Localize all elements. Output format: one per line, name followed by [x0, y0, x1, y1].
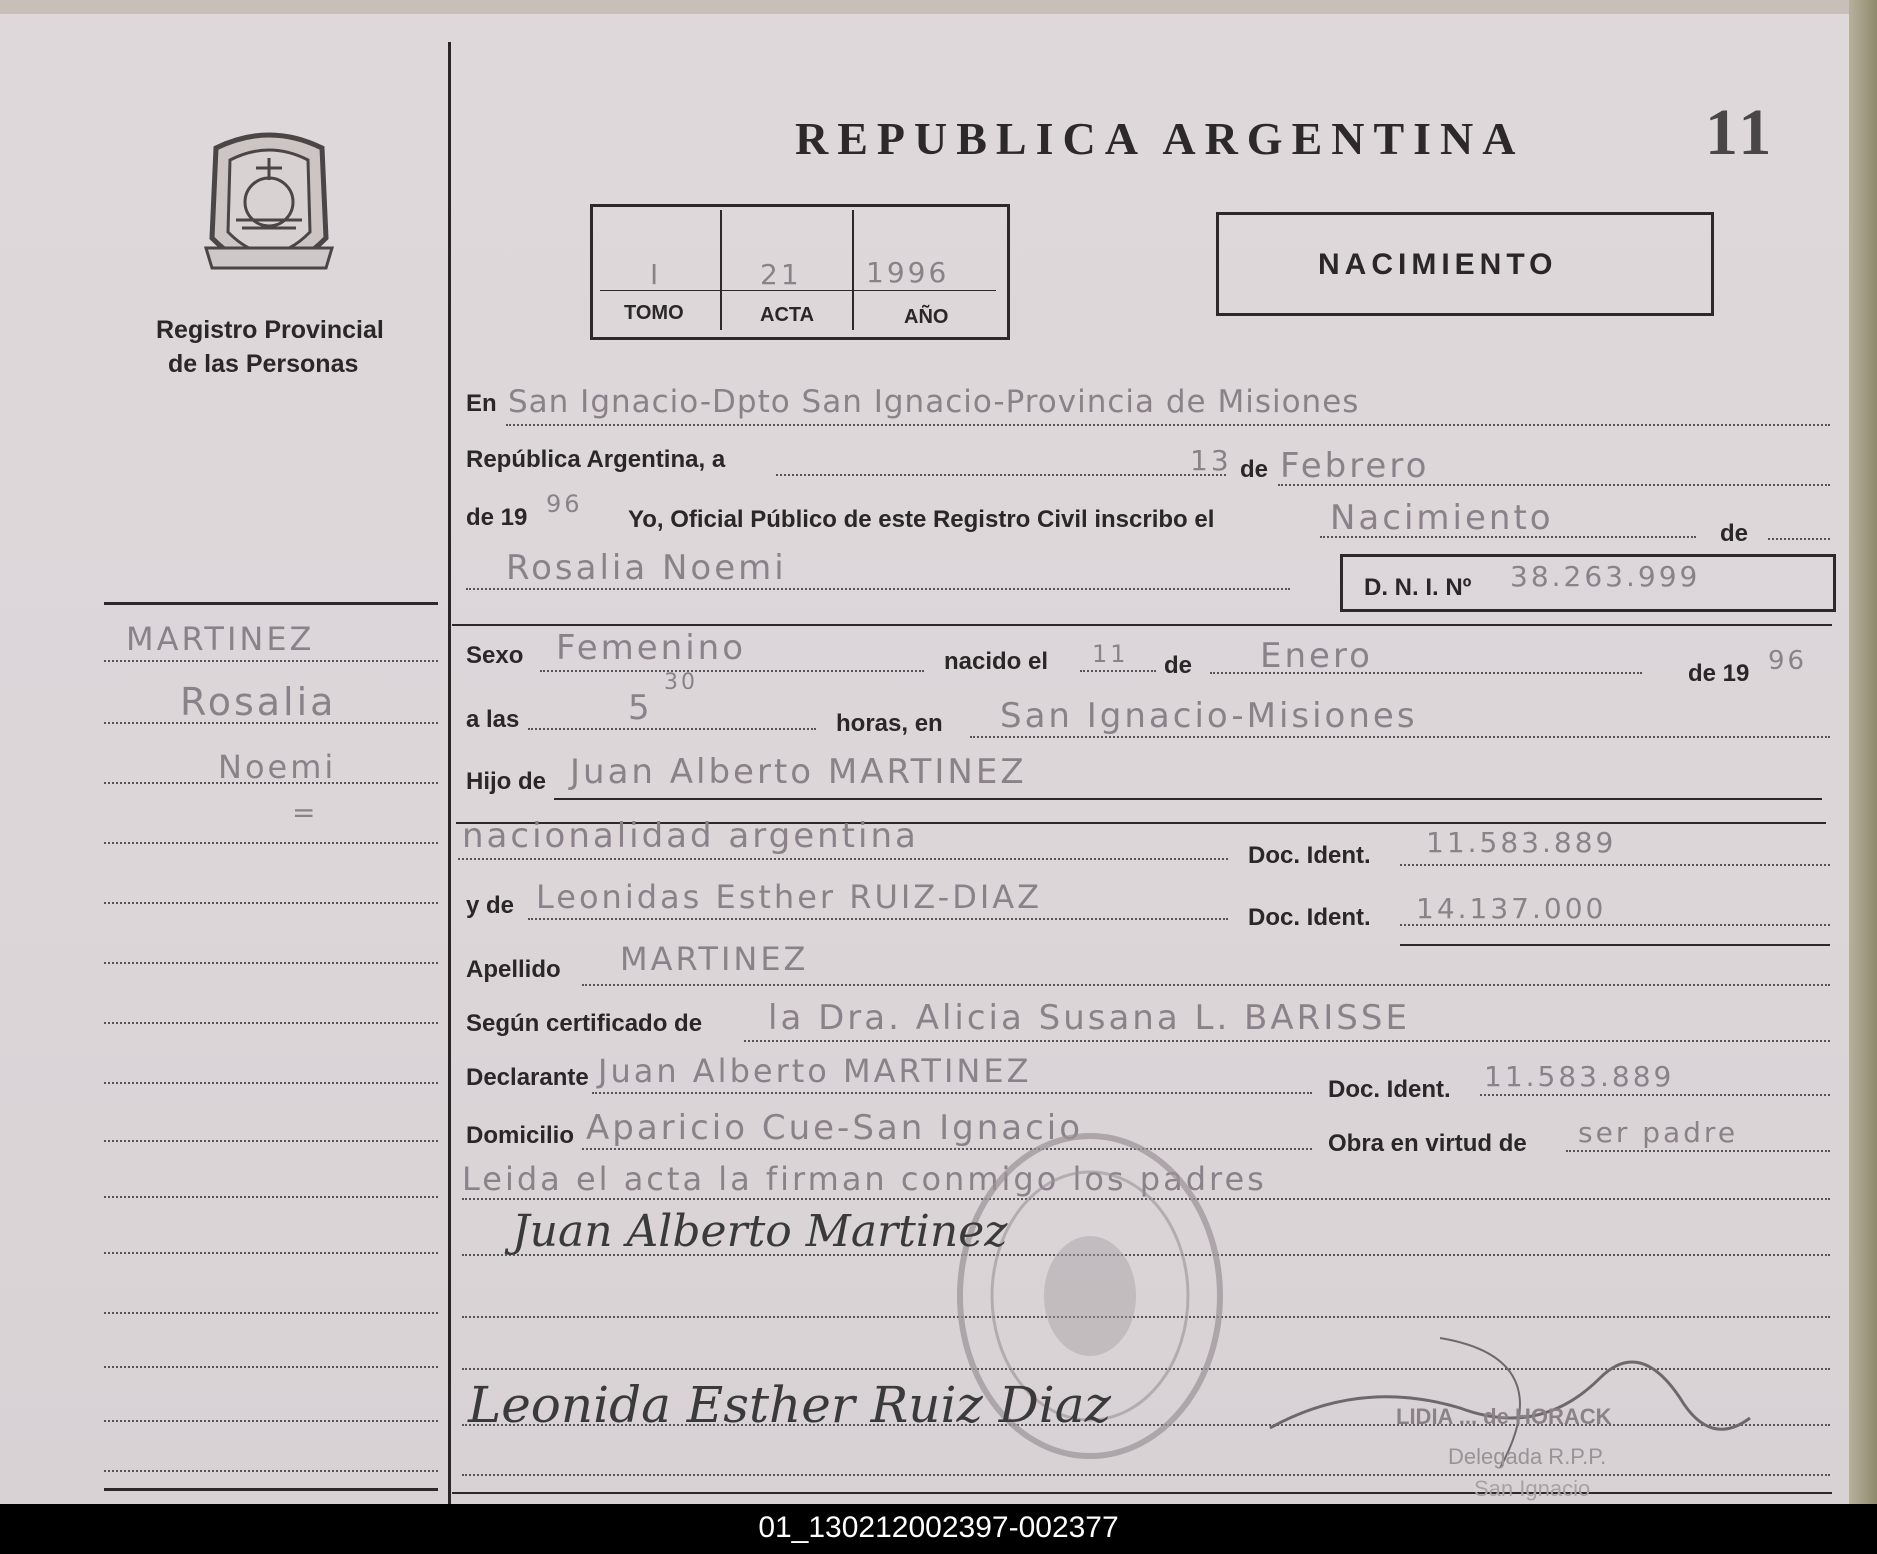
margin-line: [104, 1140, 438, 1142]
margin-line: [104, 842, 438, 844]
page-number: 11: [1705, 96, 1776, 169]
de-label: de: [1240, 456, 1269, 483]
mother-line: [528, 918, 1228, 920]
ano-label: AÑO: [904, 306, 949, 328]
birth-year-label: de 19: [1688, 660, 1750, 687]
margin-line: [104, 1196, 438, 1198]
table-divider: [852, 210, 854, 330]
mother-name: Leonidas Esther RUIZ-DIAZ: [536, 878, 1043, 916]
official-title: Delegada R.P.P.: [1448, 1444, 1607, 1469]
margin-line: [104, 1470, 438, 1472]
mother-doc: 14.137.000: [1416, 892, 1607, 925]
sexo-value: Femenino: [556, 628, 746, 668]
margin-line: [104, 962, 438, 964]
hour-value: 5: [628, 688, 653, 728]
column-divider: [448, 42, 451, 1504]
father-signature: Juan Alberto Martinez: [512, 1206, 1008, 1257]
year-value: 96: [546, 490, 583, 518]
apellido-line: [582, 984, 1830, 986]
father-doc-line: [1400, 864, 1830, 866]
section-rule: [452, 624, 1832, 626]
office-name-line1: Registro Provincial: [156, 316, 384, 344]
obra-line: [1566, 1150, 1830, 1152]
father-name: Juan Alberto MARTINEZ: [570, 752, 1027, 792]
en-line: [506, 424, 1830, 426]
horas-label: horas, en: [836, 710, 943, 737]
oficial-text: Yo, Oficial Público de este Registro Civil inscribo el: [628, 506, 1215, 533]
month-value: Febrero: [1280, 446, 1430, 486]
a-las-label: a las: [466, 706, 520, 733]
official-name: LIDIA ... de HORACK: [1396, 1404, 1612, 1429]
birth-year: 96: [1768, 646, 1808, 676]
segun-line: [744, 1040, 1830, 1042]
father-doc: 11.583.889: [1426, 826, 1617, 859]
place-line: [970, 736, 1830, 738]
y-de-label: y de: [466, 892, 515, 919]
margin-line: [104, 660, 438, 662]
mother-signature: Leonida Esther Ruiz Diaz: [468, 1376, 1111, 1434]
de-line: [1768, 538, 1830, 540]
margin-given-name-1: Rosalia: [180, 680, 337, 724]
de-label-2: de: [1720, 520, 1749, 547]
margin-line: [104, 1366, 438, 1368]
table-divider: [720, 210, 722, 330]
birth-place: San Ignacio-Misiones: [1000, 696, 1418, 736]
obra-value: ser padre: [1578, 1116, 1739, 1149]
birth-day-line: [1080, 670, 1156, 672]
apellido-value: MARTINEZ: [620, 940, 809, 978]
record-type: NACIMIENTO: [1318, 248, 1558, 281]
country-title: REPUBLICA ARGENTINA: [795, 113, 1525, 164]
declarante-doc: 11.583.889: [1484, 1060, 1675, 1093]
day-value: 13: [1190, 444, 1232, 477]
ano-value: 1996: [866, 256, 950, 289]
acta-label: ACTA: [760, 304, 815, 326]
dni-label: D. N. I. Nº: [1364, 574, 1472, 601]
en-value: San Ignacio-Dpto San Ignacio-Provincia de Misiones: [508, 384, 1360, 420]
sexo-line: [540, 670, 924, 672]
father-doc-label: Doc. Ident.: [1248, 842, 1371, 869]
official-place: San Ignacio: [1474, 1476, 1591, 1501]
tomo-label: TOMO: [624, 302, 684, 324]
domicilio-label: Domicilio: [466, 1122, 575, 1149]
declarante-doc-label: Doc. Ident.: [1328, 1076, 1451, 1103]
dni-value: 38.263.999: [1510, 560, 1701, 593]
birth-month: Enero: [1260, 636, 1373, 676]
father-nationality: nacionalidad argentina: [462, 816, 919, 856]
closing-text: Leida el acta la firman conmigo los padres: [462, 1160, 1267, 1198]
child-name: Rosalia Noemi: [506, 548, 787, 588]
birth-day: 11: [1092, 640, 1129, 668]
declarante-value: Juan Alberto MARTINEZ: [598, 1052, 1032, 1090]
margin-surname: MARTINEZ: [126, 620, 315, 658]
margin-mark: =: [292, 796, 319, 829]
declarante-doc-line: [1480, 1094, 1830, 1096]
tomo-value: I: [650, 258, 662, 291]
file-id-caption: 01_130212002397-002377: [0, 1504, 1877, 1554]
mother-doc-rule: [1400, 944, 1830, 946]
margin-top-rule: [104, 602, 438, 605]
apellido-label: Apellido: [466, 956, 561, 983]
declarante-label: Declarante: [466, 1064, 589, 1091]
margin-line: [104, 1082, 438, 1084]
nacido-label: nacido el: [944, 648, 1049, 675]
margin-line: [104, 1420, 438, 1422]
acta-value: 21: [760, 258, 802, 291]
domicilio-value: Aparicio Cue-San Ignacio: [586, 1108, 1084, 1148]
de-label-3: de: [1164, 652, 1193, 679]
year-label: de 19: [466, 504, 528, 531]
republica-label: República Argentina, a: [466, 446, 726, 473]
minutes-value: 30: [664, 670, 698, 695]
inscribo-value: Nacimiento: [1330, 498, 1554, 538]
margin-line: [104, 1022, 438, 1024]
sexo-label: Sexo: [466, 642, 524, 669]
margin-bottom-rule: [104, 1488, 438, 1491]
nationality-line: [458, 858, 1228, 860]
day-line: [776, 474, 1226, 476]
segun-label: Según certificado de: [466, 1010, 703, 1037]
hijo-label: Hijo de: [466, 768, 547, 795]
top-edge: [0, 0, 1877, 14]
obra-label: Obra en virtud de: [1328, 1130, 1527, 1157]
mother-doc-label: Doc. Ident.: [1248, 904, 1371, 931]
declarante-line: [592, 1092, 1312, 1094]
hour-line: [528, 728, 816, 730]
margin-line: [104, 1252, 438, 1254]
margin-line: [104, 902, 438, 904]
margin-given-name-2: Noemi: [218, 748, 337, 786]
province-seal-icon: [196, 128, 342, 288]
father-line: [554, 798, 1822, 800]
right-edge: [1849, 0, 1877, 1504]
office-name-line2: de las Personas: [168, 350, 359, 378]
segun-value: la Dra. Alicia Susana L. BARISSE: [768, 998, 1410, 1038]
margin-line: [104, 1312, 438, 1314]
en-label: En: [466, 390, 497, 417]
name-line: [466, 588, 1290, 590]
